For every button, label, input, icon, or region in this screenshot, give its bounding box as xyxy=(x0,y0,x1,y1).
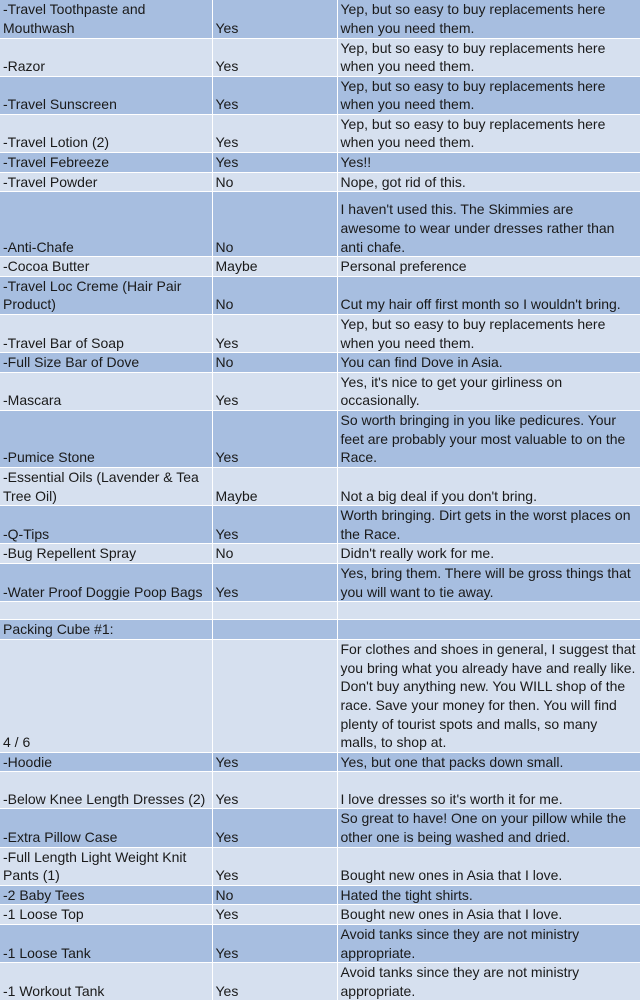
table-row xyxy=(0,563,640,601)
comment-cell xyxy=(337,602,640,620)
table-row xyxy=(0,172,640,192)
table-row xyxy=(0,620,640,640)
table-row xyxy=(0,924,640,962)
table-row xyxy=(0,639,640,752)
item-cell: -Cocoa Butter xyxy=(0,257,212,277)
table-row xyxy=(0,752,640,772)
item-cell: -Essential Oils (Lavender & Tea Tree Oil) xyxy=(0,468,212,506)
item-cell: -Travel Toothpaste and Mouthwash xyxy=(0,0,212,38)
comment-cell: Yes, it's nice to get your girliness on occasionally. xyxy=(337,372,640,410)
verdict-cell: No xyxy=(212,353,337,373)
item-cell: -Below Knee Length Dresses (2) xyxy=(0,772,212,809)
table-row xyxy=(0,602,640,620)
table-row xyxy=(0,153,640,173)
table-row xyxy=(0,772,640,809)
comment-cell: Avoid tanks since they are not ministry appropriate. xyxy=(337,924,640,962)
verdict-cell xyxy=(212,639,337,752)
verdict-cell: Yes xyxy=(212,924,337,962)
verdict-cell: Yes xyxy=(212,411,337,468)
table-row xyxy=(0,315,640,353)
comment-cell: You can find Dove in Asia. xyxy=(337,353,640,373)
table-row xyxy=(0,847,640,885)
item-cell: -Mascara xyxy=(0,372,212,410)
comment-cell: Didn't really work for me. xyxy=(337,544,640,564)
comment-cell: Yep, but so easy to buy replacements here when you need them. xyxy=(337,0,640,38)
table-row xyxy=(0,353,640,373)
verdict-cell: Yes xyxy=(212,114,337,152)
item-cell: -Bug Repellent Spray xyxy=(0,544,212,564)
verdict-cell: Yes xyxy=(212,315,337,353)
verdict-cell: Yes xyxy=(212,38,337,76)
table-row xyxy=(0,506,640,544)
table-row xyxy=(0,809,640,847)
comment-cell: Yep, but so easy to buy replacements here when you need them. xyxy=(337,315,640,353)
comment-cell: Yep, but so easy to buy replacements here when you need them. xyxy=(337,76,640,114)
comment-cell: I haven't used this. The Skimmies are awesome to wear under dresses rather than anti chafe. xyxy=(337,192,640,257)
item-cell: -Full Length Light Weight Knit Pants (1) xyxy=(0,847,212,885)
item-cell: -Q-Tips xyxy=(0,506,212,544)
table-row xyxy=(0,885,640,905)
table-row xyxy=(0,0,640,38)
verdict-cell: Maybe xyxy=(212,468,337,506)
verdict-cell: No xyxy=(212,172,337,192)
item-cell: -1 Workout Tank xyxy=(0,963,212,1001)
verdict-cell: Yes xyxy=(212,809,337,847)
comment-cell: I love dresses so it's worth it for me. xyxy=(337,772,640,809)
item-cell: -Travel Bar of Soap xyxy=(0,315,212,353)
comment-cell: So great to have! One on your pillow while the other one is being washed and dried. xyxy=(337,809,640,847)
item-cell: -Water Proof Doggie Poop Bags xyxy=(0,563,212,601)
verdict-cell: Yes xyxy=(212,772,337,809)
item-cell: -Travel Febreeze xyxy=(0,153,212,173)
verdict-cell: Yes xyxy=(212,0,337,38)
item-cell: -Extra Pillow Case xyxy=(0,809,212,847)
verdict-cell: Yes xyxy=(212,563,337,601)
item-cell: -Razor xyxy=(0,38,212,76)
verdict-cell: Yes xyxy=(212,153,337,173)
item-cell xyxy=(0,602,212,620)
table-row xyxy=(0,468,640,506)
table-row xyxy=(0,963,640,1001)
comment-cell: Yep, but so easy to buy replacements here when you need them. xyxy=(337,114,640,152)
table-row xyxy=(0,257,640,277)
comment-cell: So worth bringing in you like pedicures. Your feet are probably your most valuable to on the Race. xyxy=(337,411,640,468)
verdict-cell: Yes xyxy=(212,847,337,885)
comment-cell: Personal preference xyxy=(337,257,640,277)
verdict-cell: Yes xyxy=(212,905,337,925)
comment-cell: Nope, got rid of this. xyxy=(337,172,640,192)
item-cell: -Hoodie xyxy=(0,752,212,772)
comment-cell: For clothes and shoes in general, I suggest that you bring what you already have and really like. Don't buy anything new. You WILL shop of the race. Save your money for then. You will find plenty of tourist spots and malls, so many malls, to shop at. xyxy=(337,639,640,752)
table-row xyxy=(0,38,640,76)
verdict-cell xyxy=(212,620,337,640)
verdict-cell: Yes xyxy=(212,76,337,114)
table-row xyxy=(0,276,640,314)
table-row xyxy=(0,114,640,152)
comment-cell: Yes!! xyxy=(337,153,640,173)
item-cell: -Travel Sunscreen xyxy=(0,76,212,114)
item-cell: Packing Cube #1: xyxy=(0,620,212,640)
verdict-cell: No xyxy=(212,192,337,257)
table-row xyxy=(0,544,640,564)
item-cell: -Travel Powder xyxy=(0,172,212,192)
comment-cell: Yes, bring them. There will be gross things that you will want to tie away. xyxy=(337,563,640,601)
verdict-cell: Yes xyxy=(212,752,337,772)
item-cell: -Full Size Bar of Dove xyxy=(0,353,212,373)
comment-cell xyxy=(337,620,640,640)
verdict-cell: No xyxy=(212,276,337,314)
verdict-cell: Yes xyxy=(212,506,337,544)
table-row xyxy=(0,76,640,114)
verdict-cell: No xyxy=(212,885,337,905)
verdict-cell: Yes xyxy=(212,372,337,410)
item-cell: -Travel Lotion (2) xyxy=(0,114,212,152)
comment-cell: Worth bringing. Dirt gets in the worst places on the Race. xyxy=(337,506,640,544)
item-cell: -1 Loose Top xyxy=(0,905,212,925)
table-row xyxy=(0,372,640,410)
item-cell: -Anti-Chafe xyxy=(0,192,212,257)
verdict-cell: Yes xyxy=(212,963,337,1001)
item-cell: -Travel Loc Creme (Hair Pair Product) xyxy=(0,276,212,314)
comment-cell: Hated the tight shirts. xyxy=(337,885,640,905)
item-cell: -Pumice Stone xyxy=(0,411,212,468)
verdict-cell: Maybe xyxy=(212,257,337,277)
comment-cell: Bought new ones in Asia that I love. xyxy=(337,905,640,925)
verdict-cell: No xyxy=(212,544,337,564)
comment-cell: Avoid tanks since they are not ministry appropriate. xyxy=(337,963,640,1001)
comment-cell: Not a big deal if you don't bring. xyxy=(337,468,640,506)
item-cell: -2 Baby Tees xyxy=(0,885,212,905)
table-row xyxy=(0,411,640,468)
item-cell: -1 Loose Tank xyxy=(0,924,212,962)
comment-cell: Yes, but one that packs down small. xyxy=(337,752,640,772)
comment-cell: Bought new ones in Asia that I love. xyxy=(337,847,640,885)
verdict-cell xyxy=(212,602,337,620)
item-cell: 4 / 6 xyxy=(0,639,212,752)
table-row xyxy=(0,192,640,257)
table-row xyxy=(0,905,640,925)
comment-cell: Yep, but so easy to buy replacements here when you need them. xyxy=(337,38,640,76)
comment-cell: Cut my hair off first month so I wouldn't bring. xyxy=(337,276,640,314)
